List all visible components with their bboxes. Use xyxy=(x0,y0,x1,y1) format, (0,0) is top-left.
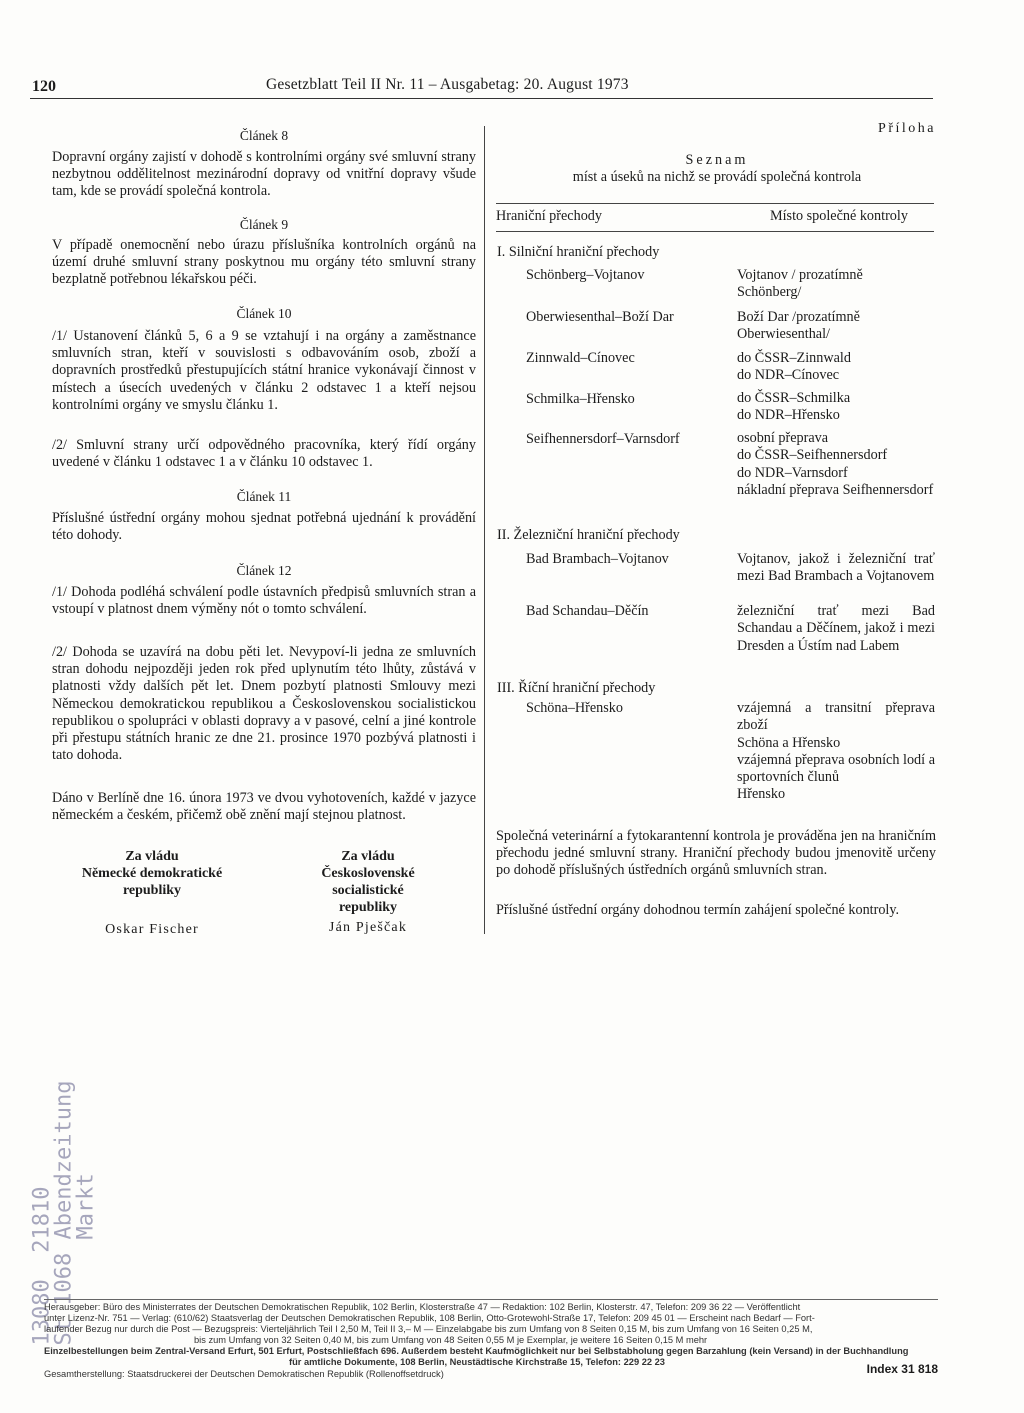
crossing-name: Bad Brambach–Vojtanov xyxy=(526,551,669,567)
signature-line: socialistické xyxy=(332,883,404,898)
crossing-name: Schmilka–Hřensko xyxy=(526,391,635,407)
control-place-line: do ČSSR–Zinnwald xyxy=(737,350,851,366)
control-place-line: vzájemná přeprava osobních lodí a sportovních člunů xyxy=(737,751,935,786)
imprint-line: Herausgeber: Büro des Ministerrates der Deutschen Demokratischen Republik, 102 Berlin, Klosterstraße 47 — Redaktion: 102 Berlin, Klosterstr. 47, Telefon: 209 36 22 — Veröffentlicht xyxy=(44,1302,801,1312)
control-place xyxy=(737,430,935,499)
table-header-rule xyxy=(496,231,934,232)
imprint-line: unter Lizenz-Nr. 751 — Verlag: (610/62) Staatsverlag der Deutschen Demokratischen Republik, 108 Berlin, Otto-Grotewohl-Straße 17, Telefon: 209 45 01 — Erscheint nach Bedarf — Fort- xyxy=(44,1313,815,1323)
control-place: Vojtanov / prozatímně Schönberg/ xyxy=(737,267,863,301)
crossing-name: Schöna–Hřensko xyxy=(526,700,623,716)
section-road: I. Silniční hraniční přechody xyxy=(497,244,660,260)
article-8-text: Dopravní orgány zajistí v dohodě s kontrolními orgány své smluvní strany nezbytnou oddělitelnost mezinárodní dopravy od vnitřní dopravy všude tam, kde se provádí společná kontrola. xyxy=(52,149,476,200)
control-place-line: osobní přeprava xyxy=(737,430,829,446)
article-10-para-2: /2/ Smluvní strany určí odpovědného pracovníka, který řídí orgány uvedené v článku 1 odstavec 1 a v článku 10 odstavec 1. xyxy=(52,437,476,471)
crossing-name: Schönberg–Vojtanov xyxy=(526,267,645,283)
closing-clause: Dáno v Berlíně dne 16. února 1973 ve dvou vyhotoveních, každé v jazyce německém a českém, přičemž obě znění mají stejnou platnost. xyxy=(52,790,476,824)
article-9-heading: Článek 9 xyxy=(239,217,289,232)
table-header-crossings: Hraniční přechody xyxy=(496,208,602,224)
section-rail: II. Železniční hraniční přechody xyxy=(497,527,680,543)
article-12-para-2: /2/ Dohoda se uzavírá na dobu pěti let. Nevypoví-li jedna ze smluvních stran dohodu nejpozději jeden rok před uplynutím této lhůty, zůstává v platnosti vždy dalších pět let. Dnem pozbytí platnosti Smlouvy mezi Německou demokratickou republikou a Československou socialistickou republikou o spolupráci v oblasti dopravy a v pasové, celní a jiné kontrole při přestupu státních hranic ze dne 21. prosince 1970 pozbývá platnosti i tato dohoda. xyxy=(52,644,476,764)
signature-line: republiky xyxy=(338,900,398,915)
annex-title-sub: míst a úseků na nichž se provádí společná kontrola xyxy=(572,169,862,185)
article-11-text: Příslušné ústřední orgány mohou sjednat potřebná ujednání k provádění této dohody. xyxy=(52,510,476,544)
section-river: III. Říční hraniční přechody xyxy=(497,680,656,696)
running-head: Gesetzblatt Teil II Nr. 11 – Ausgabetag: 20. August 1973 xyxy=(266,76,629,93)
article-9-text: V případě onemocnění nebo úrazu příslušníka kontrolních orgánů na území druhé smluvní strany poskytnou mu orgány této smluvní strany bezplatně potřebnou lékařskou péči. xyxy=(52,237,476,288)
control-place-line: do NDR–Varnsdorf xyxy=(737,464,848,481)
signature-line: Československé xyxy=(321,866,415,881)
imprint-line: laufender Bezug nur durch die Post — Bezugspreis: Vierteljährlich Teil I 2,50 M, Teil II 3,– M — Einzelabgabe bis zum Umfang von 8 Seiten 0,15 M, bis zum Umfang von 16 Seiten 0,25 M, xyxy=(44,1324,813,1334)
veterinary-control-paragraph: Společná veterinární a fytokarantenní kontrola je prováděna jen na hraničním přechodu jedné smluvní strany. Hraniční přechody budou jmenovitě určeny po dohodě příslušných ústředních orgánů smluvních stran. xyxy=(496,828,936,879)
article-10-heading: Článek 10 xyxy=(236,306,292,321)
control-place-line: vzájemná a transitní přeprava zboží xyxy=(737,700,935,734)
annex-title xyxy=(496,152,938,186)
library-stamp: 13080 21810 St 1068 Abendzeitung Markt xyxy=(29,1080,99,1346)
page-number: 120 xyxy=(32,78,56,95)
imprint-line: Einzelbestellungen beim Zentral-Versand Erfurt, 501 Erfurt, Postschließfach 696. Außerdem besteht Kaufmöglichkeit nur bei Selbstabholung gegen Barzahlung (kein Versand) in der Buchhandlung xyxy=(44,1346,909,1356)
control-place-line: do ČSSR–Seifhennersdorf xyxy=(737,447,888,464)
signature-block-gdr xyxy=(52,848,252,899)
start-date-paragraph: Příslušné ústřední orgány dohodnou termín zahájení společné kontroly. xyxy=(496,902,900,918)
control-place: Boží Dar /prozatímně Oberwiesenthal/ xyxy=(737,309,860,343)
control-place xyxy=(737,350,935,385)
control-place-line: do NDR–Hřensko xyxy=(737,407,840,424)
control-place: Vojtanov, jakož i železniční trať mezi Bad Brambach a Vojtanovem xyxy=(737,551,935,585)
signature-block-cssr xyxy=(268,848,468,916)
signatory-left: Oskar Fischer xyxy=(105,922,199,937)
control-place-line: nákladní přeprava Seifhennersdorf xyxy=(737,481,934,498)
control-place-line: Schöna a Hřensko xyxy=(737,734,841,751)
imprint xyxy=(44,1302,944,1380)
imprint-line: für amtliche Dokumente, 108 Berlin, Neustädtische Kirchstraße 15, Telefon: 229 22 23 xyxy=(289,1357,665,1367)
index-number: Index 31 818 xyxy=(866,1362,938,1376)
article-11-heading: Článek 11 xyxy=(236,489,292,504)
article-10-para-1: /1/ Ustanovení článků 5, 6 a 9 se vztahují i na orgány a zaměstnance smluvních stran, kteří v souvislosti s odbavováním osob, zboží a dopravních prostředků přestupujících státní hranice vykonávají činnost v místech a úsecích uvedených v článku 2 odstavec 1 a kteří nejsou kontrolními orgány ve smyslu článku 1. xyxy=(52,328,476,413)
control-place: železniční trať mezi Bad Schandau a Děčínem, jakož i mezi Dresden a Ústím nad Labem xyxy=(737,603,935,654)
annex-label: Příloha xyxy=(878,121,936,136)
crossing-name: Oberwiesenthal–Boží Dar xyxy=(526,309,674,325)
column-divider xyxy=(484,126,485,934)
signature-line: Německé demokratické xyxy=(81,866,223,881)
article-12-para-1: /1/ Dohoda podléhá schválení podle ústavních předpisů smluvních stran a vstoupí v platnost dnem výměny nót o tomto schválení. xyxy=(52,584,476,618)
imprint-line: bis zum Umfang von 32 Seiten 0,40 M, bis zum Umfang von 48 Seiten 0,55 M je Exemplar, je weitere 16 Seiten 0,15 M mehr xyxy=(194,1335,708,1345)
footer-rule xyxy=(44,1299,938,1300)
control-place-line: do ČSSR–Schmilka xyxy=(737,390,851,406)
control-place xyxy=(737,390,935,425)
crossing-name: Seifhennersdorf–Varnsdorf xyxy=(526,431,680,447)
imprint-line: Gesamtherstellung: Staatsdruckerei der Deutschen Demokratischen Republik (Rollenoffsetdruck) xyxy=(44,1369,444,1379)
annex-title-main: Seznam xyxy=(685,152,749,168)
table-top-rule xyxy=(496,203,934,204)
article-8-heading: Článek 8 xyxy=(239,128,289,143)
signature-line: Za vládu xyxy=(125,849,179,864)
control-place xyxy=(737,700,935,804)
control-place-line: do NDR–Cínovec xyxy=(737,367,840,384)
signature-line: republiky xyxy=(122,883,182,898)
control-place-line: Hřensko xyxy=(737,786,786,803)
header-rule xyxy=(30,98,933,99)
article-12-heading: Článek 12 xyxy=(236,563,292,578)
crossing-name: Bad Schandau–Děčín xyxy=(526,603,649,619)
crossing-name: Zinnwald–Cínovec xyxy=(526,350,635,366)
table-header-control-place: Místo společné kontroly xyxy=(770,208,908,224)
signatory-right: Ján Pješčak xyxy=(328,920,408,935)
signature-line: Za vládu xyxy=(341,849,395,864)
